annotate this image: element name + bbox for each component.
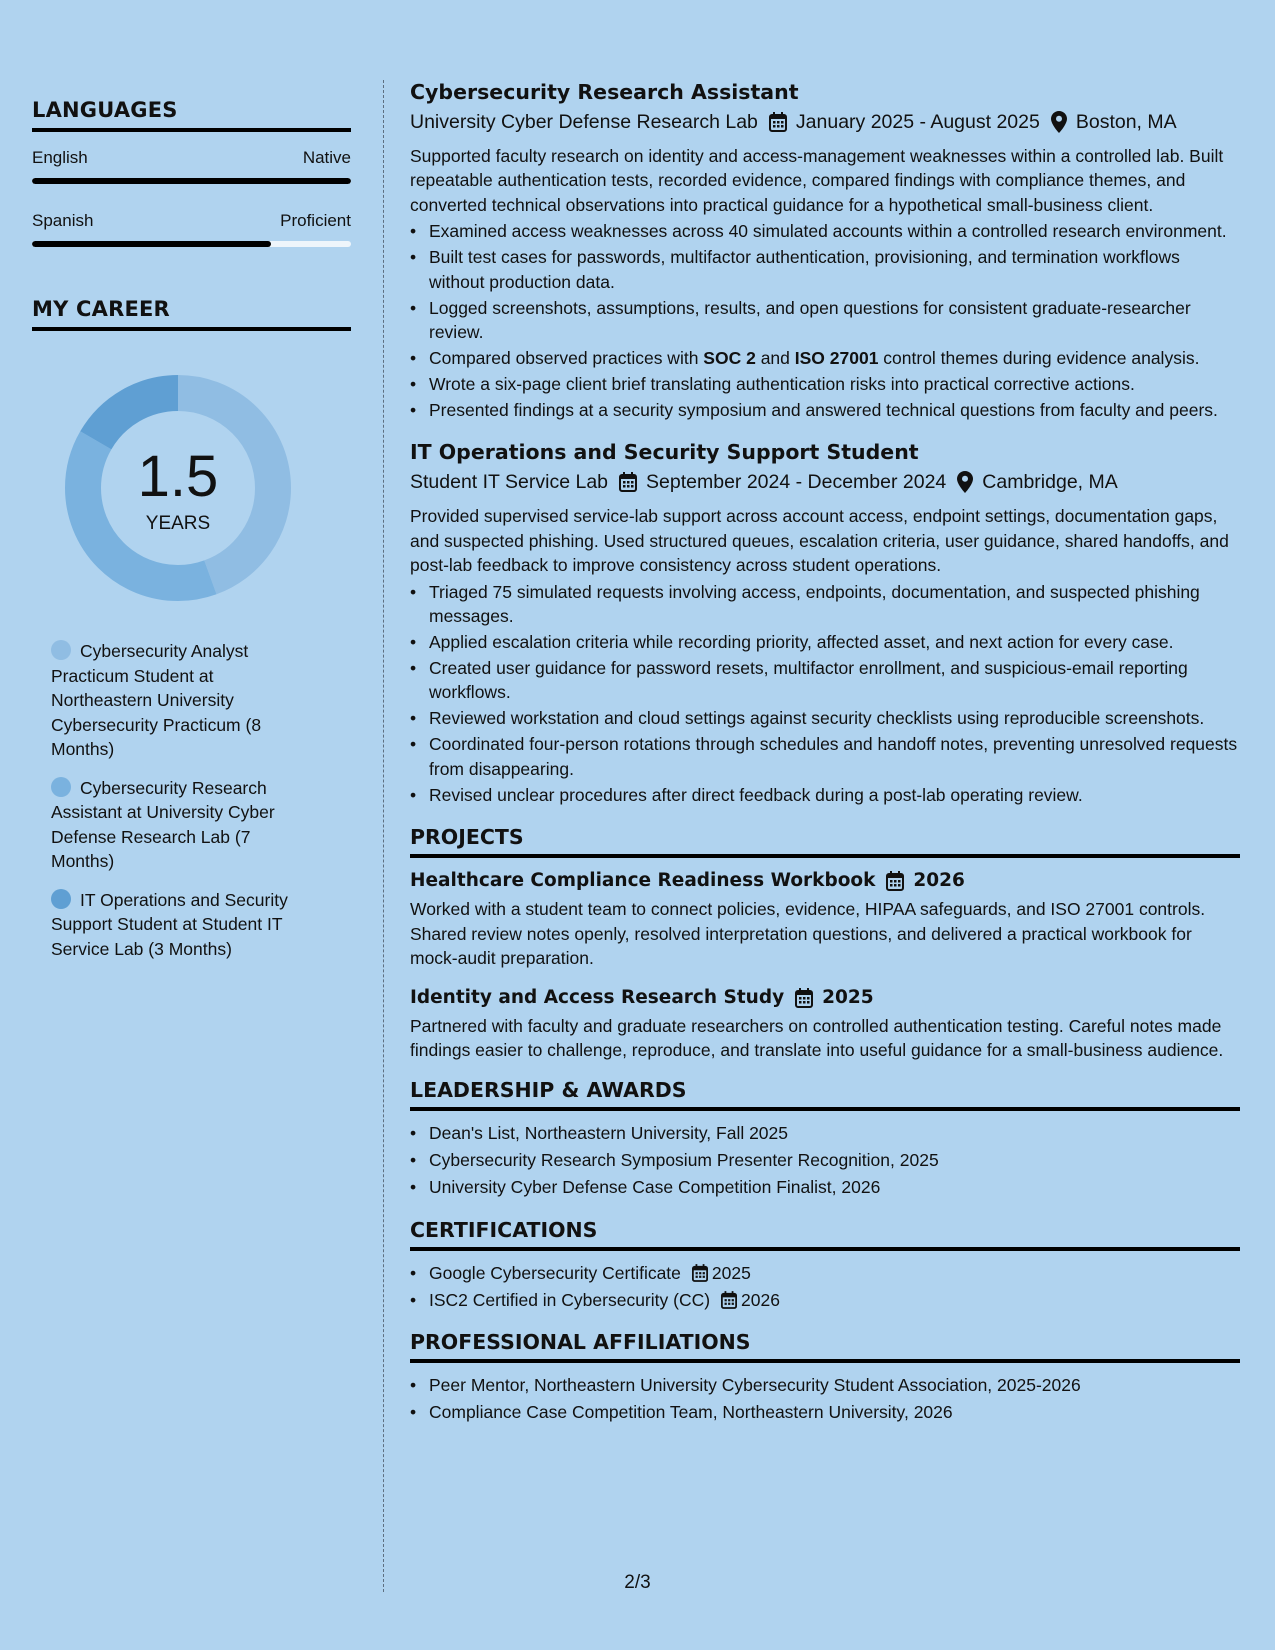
language-proficiency-bar <box>32 178 351 184</box>
project-year: 2026 <box>913 870 965 892</box>
certification-name: • ISC2 Certified in Cybersecurity (CC) <box>429 1289 711 1310</box>
job-organization: University Cyber Defense Research Lab <box>410 111 758 133</box>
experience-entry <box>410 438 1240 807</box>
job-location: Cambridge, MA <box>982 471 1118 494</box>
leadership-list <box>410 1121 1240 1199</box>
career-legend-item <box>51 776 311 874</box>
career-total-unit: YEARS <box>145 513 211 534</box>
certification-year: 2025 <box>711 1262 751 1283</box>
languages-heading: LANGUAGES <box>32 98 351 132</box>
job-bullet: • Triaged 75 simulated requests involving access, endpoints, documentation, and suspected phishing messages. <box>410 580 1240 629</box>
language-item <box>32 211 351 247</box>
language-proficiency-fill <box>32 241 271 247</box>
career-legend-item <box>51 888 311 962</box>
job-bullets <box>410 219 1240 422</box>
language-level: Native <box>302 148 351 167</box>
job-meta <box>410 108 1240 136</box>
legend-dot-icon <box>51 640 71 660</box>
certification-item <box>410 1261 1240 1285</box>
project-description: Worked with a student team to connect policies, evidence, HIPAA safeguards, and ISO 27001 controls. Shared review notes openly, resolved interpretation questions, and delivered a practical workbook for mock-audit preparation. <box>410 899 1206 969</box>
career-legend <box>32 639 351 961</box>
projects-heading: PROJECTS <box>410 823 1240 858</box>
affiliations-list <box>410 1373 1240 1424</box>
job-bullet: • Wrote a six-page client brief translating authentication risks into practical corrective actions. <box>410 372 1240 396</box>
language-name: Spanish <box>32 211 94 230</box>
certification-item <box>410 1288 1240 1312</box>
page-number: 2/3 <box>624 1572 651 1593</box>
job-bullet: • Created user guidance for password resets, multifactor enrollment, and suspicious-email reporting workflows. <box>410 656 1240 705</box>
languages-list <box>32 148 351 247</box>
location-pin-icon <box>1051 111 1067 133</box>
certifications-heading: CERTIFICATIONS <box>410 1216 1240 1251</box>
language-name: English <box>32 148 88 167</box>
affiliation-item: • Compliance Case Competition Team, Northeastern University, 2026 <box>410 1400 1240 1424</box>
job-title: Cybersecurity Research Assistant <box>410 80 799 104</box>
job-location: Boston, MA <box>1075 111 1177 133</box>
project-entry <box>410 868 1240 970</box>
affiliations-heading: PROFESSIONAL AFFILIATIONS <box>410 1328 1240 1363</box>
job-bullet: • Revised unclear procedures after direct feedback during a post-lab operating review. <box>410 783 1240 807</box>
career-heading: MY CAREER <box>32 297 351 331</box>
legend-dot-icon <box>51 889 71 909</box>
location-pin-icon <box>957 471 973 493</box>
sidebar <box>32 98 351 975</box>
calendar-icon <box>692 1264 708 1282</box>
job-summary: Provided supervised service-lab support across account access, endpoint settings, documentation gaps, and suspected phishing. Used structured queues, escalation criteria, user guidance, shared handoffs, and post-lab feedback to improve consistency across student operations. <box>410 506 1229 576</box>
job-bullet: • Examined access weaknesses across 40 simulated accounts within a controlled research environment. <box>410 219 1240 243</box>
project-title: Healthcare Compliance Readiness Workbook <box>410 870 876 892</box>
job-bullet: • Coordinated four-person rotations through schedules and handoff notes, preventing unresolved requests from disappearing. <box>410 732 1240 781</box>
legend-dot-icon <box>51 777 71 797</box>
calendar-icon <box>721 1291 737 1309</box>
job-dates: September 2024 - December 2024 <box>646 471 947 494</box>
job-dates: January 2025 - August 2025 <box>795 111 1040 133</box>
certifications-list <box>410 1261 1240 1312</box>
language-level: Proficient <box>280 211 351 230</box>
leadership-item: • University Cyber Defense Case Competition Finalist, 2026 <box>410 1175 1240 1199</box>
career-legend-label: Cybersecurity Research Assistant at University Cyber Defense Research Lab (7 Months) <box>51 777 275 871</box>
career-total-value: 1.5 <box>137 444 219 509</box>
job-bullet: • Presented findings at a security symposium and answered technical questions from faculty and peers. <box>410 398 1240 422</box>
calendar-icon <box>619 472 637 492</box>
certification-year: 2026 <box>741 1289 780 1310</box>
job-organization: Student IT Service Lab <box>410 471 609 494</box>
project-year: 2025 <box>822 986 874 1008</box>
job-bullet: • Reviewed workstation and cloud settings against security checklists using reproducible screenshots. <box>410 706 1240 730</box>
affiliation-item: • Peer Mentor, Northeastern University Cybersecurity Student Association, 2025-2026 <box>410 1373 1240 1397</box>
leadership-item: • Dean's List, Northeastern University, Fall 2025 <box>410 1121 1240 1145</box>
calendar-icon <box>795 988 813 1008</box>
job-title: IT Operations and Security Support Student <box>410 440 919 465</box>
calendar-icon <box>886 871 904 891</box>
job-bullet: • Logged screenshots, assumptions, results, and open questions for consistent graduate-researcher review. <box>410 296 1240 345</box>
experience-entry <box>410 78 1240 422</box>
career-legend-label: IT Operations and Security Support Student at Student IT Service Lab (3 Months) <box>51 889 288 959</box>
project-entry <box>410 985 1240 1063</box>
language-item <box>32 148 351 184</box>
career-legend-label: Cybersecurity Analyst Practicum Student at Northeastern University Cybersecurity Practicum (8 Months) <box>51 641 262 759</box>
career-donut-chart <box>63 373 293 603</box>
calendar-icon <box>769 112 787 132</box>
job-meta <box>410 468 1240 496</box>
language-proficiency-fill <box>32 178 351 184</box>
job-bullets <box>410 580 1240 808</box>
leadership-item: • Cybersecurity Research Symposium Presenter Recognition, 2025 <box>410 1148 1240 1172</box>
job-bullet: • Built test cases for passwords, multifactor authentication, provisioning, and termination workflows without production data. <box>410 245 1240 294</box>
leadership-heading: LEADERSHIP & AWARDS <box>410 1076 1240 1111</box>
job-bullet: • Compared observed practices with SOC 2 and ISO 27001 control themes during evidence analysis. <box>410 346 1240 370</box>
column-divider <box>383 80 384 1592</box>
certification-name: • Google Cybersecurity Certificate <box>429 1262 681 1283</box>
job-summary: Supported faculty research on identity and access-management weaknesses within a controlled lab. Built repeatable authentication tests, recorded evidence, compared findings with compliance themes, and converted technical observations into practical guidance for a hypothetical small-business client. <box>410 146 1224 215</box>
project-description: Partnered with faculty and graduate researchers on controlled authentication testing. Careful notes made findings easier to challenge, reproduce, and translate into useful guidance for a small-business audience. <box>410 1015 1224 1060</box>
job-bullet: • Applied escalation criteria while recording priority, affected asset, and next action for every case. <box>410 630 1240 654</box>
career-legend-item <box>51 639 311 762</box>
main-content <box>410 78 1240 1441</box>
language-proficiency-bar <box>32 241 351 247</box>
project-title: Identity and Access Research Study <box>410 986 785 1008</box>
